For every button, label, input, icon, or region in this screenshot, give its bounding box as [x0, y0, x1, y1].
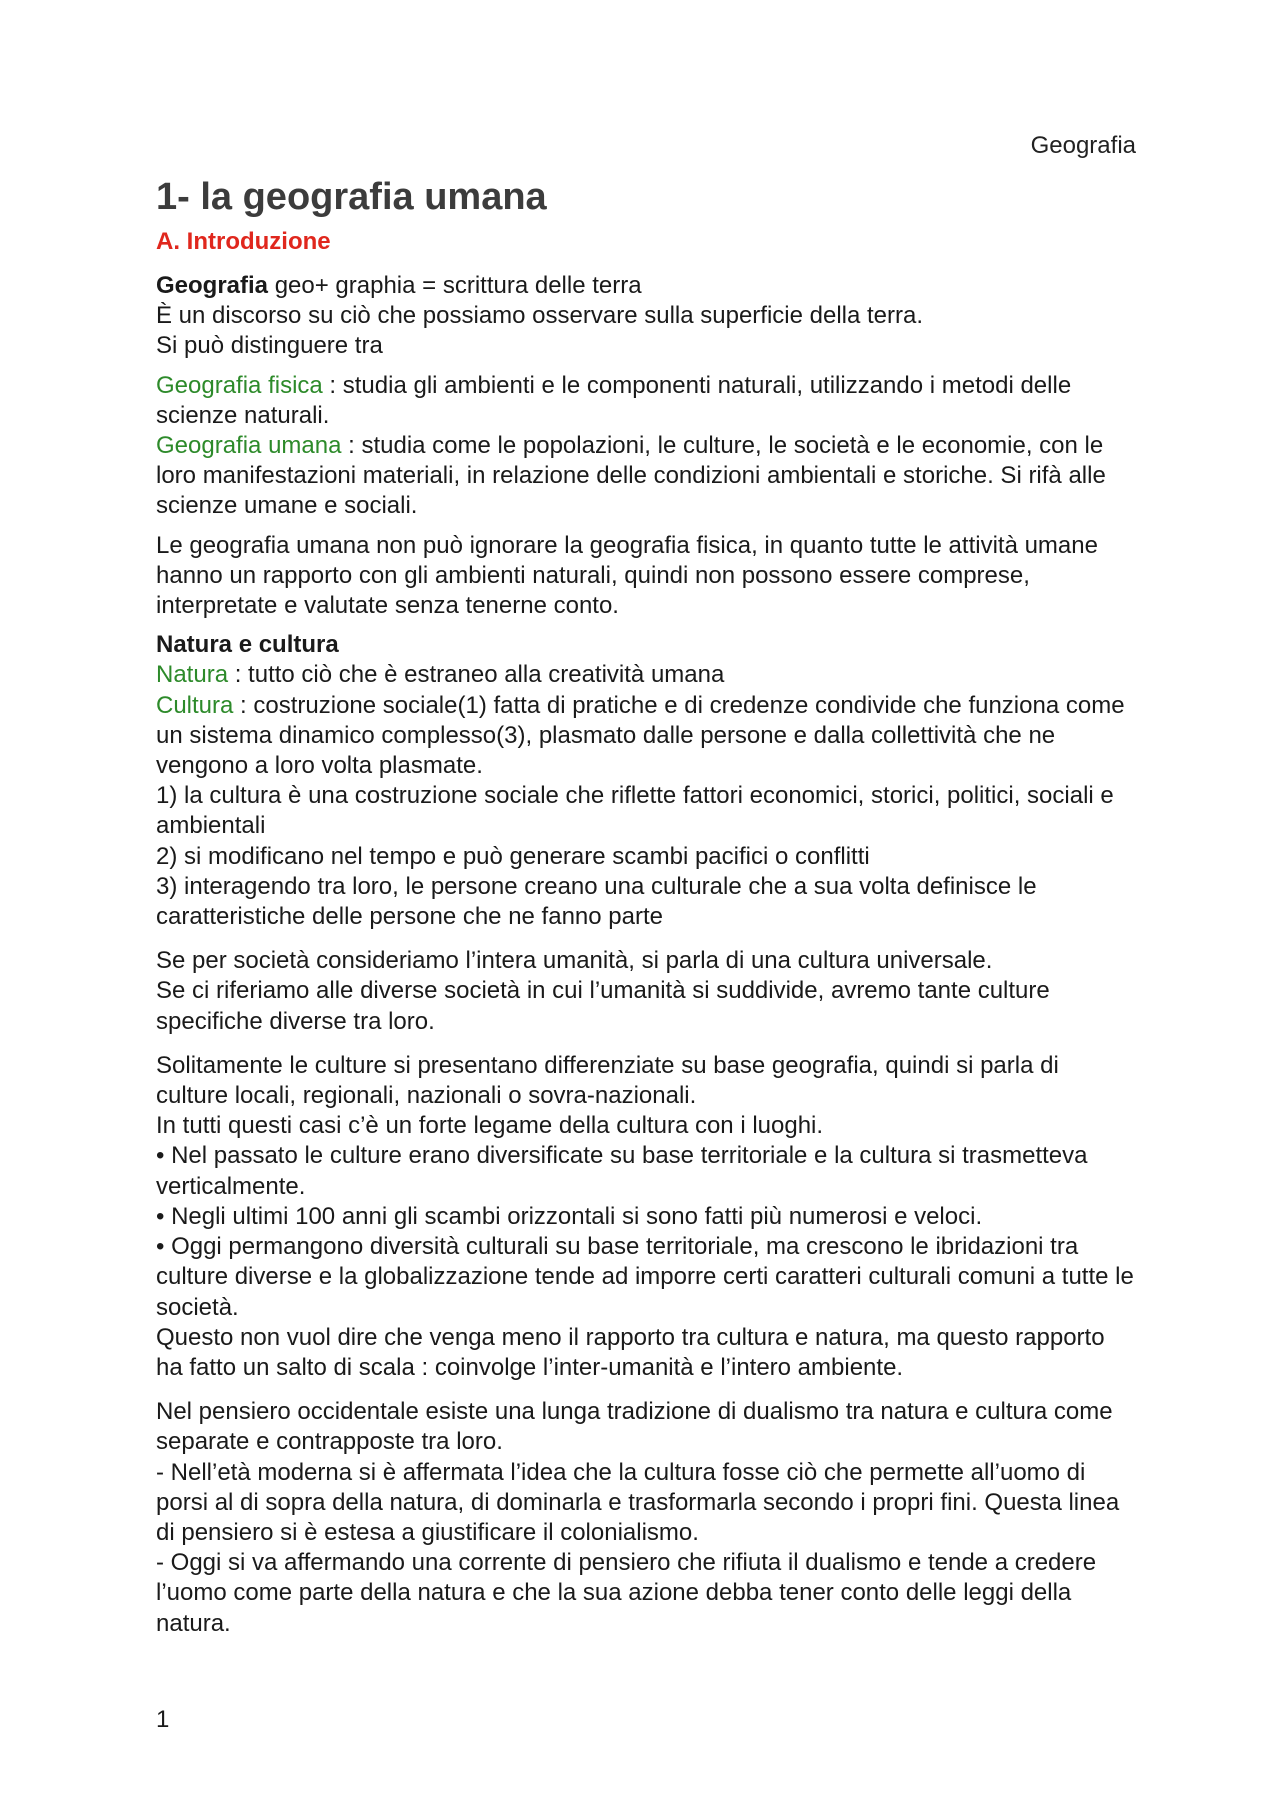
running-header: Geografia	[1030, 132, 1136, 159]
geo-bullet-2: • Negli ultimi 100 anni gli scambi orizzontali si sono fatti più numerosi e veloci.	[156, 1202, 983, 1230]
term-geografia-fisica: Geografia fisica	[156, 371, 323, 399]
universal-line-2: Se ci riferiamo alle diverse società in cui l’umanità si suddivide, avremo tante culture specifiche diverse tra loro.	[156, 977, 1050, 1035]
section-heading: A. Introduzione	[156, 228, 331, 255]
geo-line-2: In tutti questi casi c’è un forte legame della cultura con i luoghi.	[156, 1112, 824, 1140]
def-geografia-fisica-text: : studia gli ambienti e le componenti naturali, utilizzando i metodi delle scienze naturali.	[156, 371, 1072, 429]
note-3: 3) interagendo tra loro, le persone creano una culturale che a sua volta definisce le caratteristiche delle persone che ne fanno parte	[156, 872, 1037, 931]
dualism-line-1: Nel pensiero occidentale esiste una lunga tradizione di dualismo tra natura e cultura come separate e contrapposte tra loro.	[156, 1398, 1113, 1456]
def-cultura-text: : costruzione sociale(1) fatta di pratiche e di credenze condivide che funziona come un sistema dinamico complesso(3), plasmato dalle persone e dalla collettività che ne vengono a loro volta plasmate.	[156, 691, 1125, 780]
page-number: 1	[156, 1706, 170, 1733]
note-1: 1) la cultura è una costruzione sociale che riflette fattori economici, storici, politici, sociali e ambientali	[156, 782, 1114, 840]
universal-line-1: Se per società consideriamo l’intera umanità, si parla di una cultura universale.	[156, 947, 993, 975]
geo-line-3: Questo non vuol dire che venga meno il rapporto tra cultura e natura, ma questo rapporto ha fatto un salto di scala : coinvolge l’inter-umanità e l’intero ambiente.	[156, 1323, 1105, 1381]
document-body	[156, 271, 1136, 1639]
def-geografia-umana	[156, 431, 1136, 522]
dualism-dash-2: - Oggi si va affermando una corrente di pensiero che rifiuta il dualismo e tende a credere l’uomo come parte della natura e che la sua azione debba tener conto delle leggi della natura.	[156, 1549, 1097, 1637]
intro-line-2: È un discorso su ciò che possiamo osservare sulla superficie della terra.	[156, 302, 924, 330]
intro-line-3: Si può distinguere tra	[156, 332, 383, 360]
term-geografia-def: geo+ graphia = scrittura delle terra	[268, 272, 642, 299]
intro-line-1	[156, 271, 1136, 301]
chapter-title: 1- la geografia umana	[156, 176, 547, 218]
def-natura-text: : tutto ciò che è estraneo alla creatività umana	[228, 661, 725, 689]
def-geografia-fisica	[156, 371, 1136, 431]
note-2: 2) si modificano nel tempo e può generare scambi pacifici o conflitti	[156, 842, 870, 870]
geo-bullet-3: • Oggi permangono diversità culturali su base territoriale, ma crescono le ibridazioni tra culture diverse e la globalizzazione tende ad imporre certi caratteri culturali comuni a tutte le società.	[156, 1233, 1134, 1321]
term-natura: Natura	[156, 661, 229, 689]
def-geografia-umana-text: : studia come le popolazioni, le culture, le società e le economie, con le loro manifestazioni materiali, in relazione delle condizioni ambientali e storiche. Si rifà alle scienze umane e sociali.	[156, 432, 1106, 520]
subheading-natura-cultura: Natura e cultura	[156, 631, 339, 659]
geo-line-1: Solitamente le culture si presentano differenziate su base geografia, quindi si parla di culture locali, regionali, nazionali o sovra-nazionali.	[156, 1051, 1059, 1110]
term-geografia: Geografia	[156, 272, 269, 299]
paragraph-relation: Le geografia umana non può ignorare la geografia fisica, in quanto tutte le attività umane hanno un rapporto con gli ambienti naturali, quindi non possono essere comprese, interpretate e valutate senza tenerne conto.	[156, 531, 1098, 620]
geo-bullet-1: • Nel passato le culture erano diversificate su base territoriale e la cultura si trasmetteva verticalmente.	[156, 1142, 1088, 1200]
def-natura	[156, 660, 1136, 690]
dualism-dash-1: - Nell’età moderna si è affermata l’idea che la cultura fosse ciò che permette all’uomo di porsi al di sopra della natura, di dominarla e trasformarla secondo i propri fini. Questa linea di pensiero si è estesa a giustificare il colonialismo.	[156, 1458, 1120, 1546]
term-cultura: Cultura	[156, 691, 234, 719]
term-geografia-umana: Geografia umana	[156, 432, 342, 460]
def-cultura	[156, 691, 1136, 782]
